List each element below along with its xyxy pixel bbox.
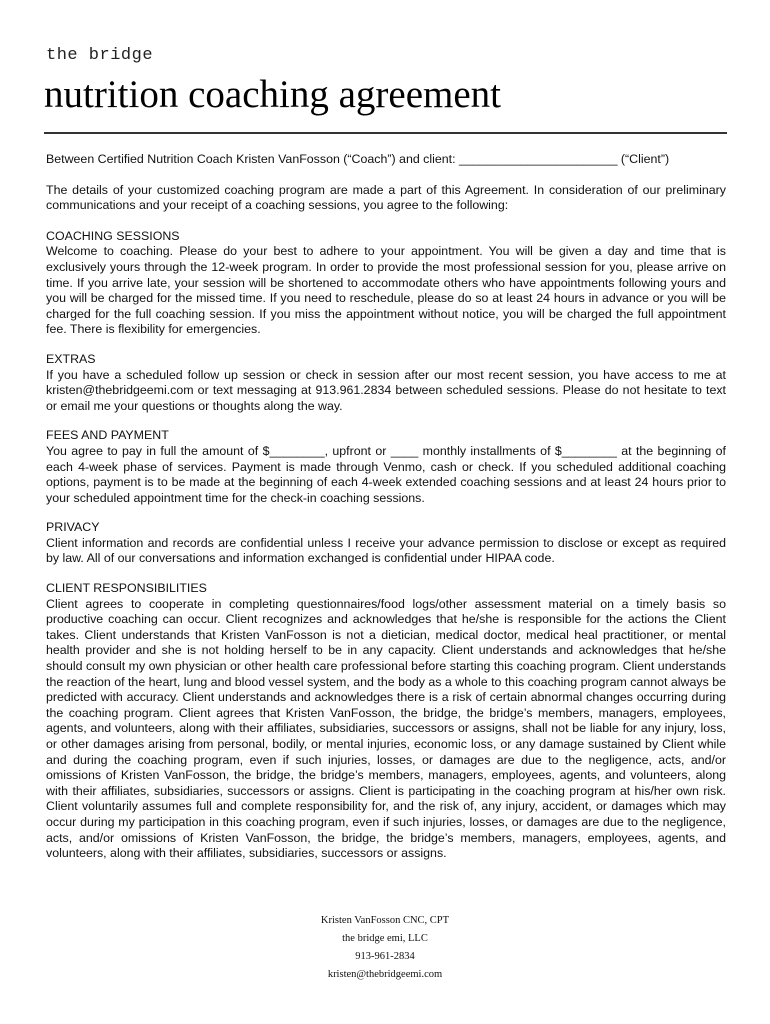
section-text: You agree to pay in full the amount of $________, upfront or ____ monthly installments of $________ at the beginning of each 4-week phase of services. Payment is made through Venmo, cash or check. If you scheduled additional coaching options, payment is to be made at the beginning of each 4-week extended coaching sessions and at least 24 hours prior to your scheduled appointment time for the check-in coaching sessions. — [46, 443, 726, 505]
section-text: If you have a scheduled follow up session or check in session after our most recent session, you have access to me at kristen@thebridgeemi.com or text messaging at 913.961.2834 between scheduled sessions. Please do not hesitate to text or email me your questions or thoughts along the way. — [46, 367, 726, 413]
section-text: Welcome to coaching. Please do your best to adhere to your appointment. You will be given a day and time that is exclusively yours through the 12-week program. In order to provide the most professional session for you, please arrive on time. If you arrive late, your session will be shortened to accommodate others who have appointments following yours and you will be charged for the missed time. If you need to reschedule, please do so at least 24 hours in advance or you will be charged for the full coaching session. If you miss the appointment without notice, you will be charged the full appointment fee. There is flexibility for emergencies. — [46, 244, 726, 337]
contact-footer — [0, 912, 770, 984]
agreement-body — [46, 152, 726, 876]
title-divider — [44, 132, 727, 134]
section-extras — [46, 352, 726, 414]
section-privacy — [46, 520, 726, 567]
brand-name: the bridge — [46, 46, 154, 65]
parties-line: Between Certified Nutrition Coach Kristen VanFosson (“Coach”) and client: _______________________ (“Client”) — [46, 152, 670, 166]
section-text: Client agrees to cooperate in completing questionnaires/food logs/other assessment material on a timely basis so productive coaching can occur. Client recognizes and acknowledges that he/she is responsible for the actions the Client takes. Client understands that Kristen VanFosson is not a dietician, medical doctor, medical heal practitioner, or mental health provider and she is not holding herself to be in any capacity. Client understands and acknowledges that he/she should consult my own physician or other health care professional before starting this coaching program. Client understands the reaction of the heart, lung and blood vessel system, and the body as a whole to this coaching program cannot always be predicted with accuracy. Client understands and acknowledges there is a risk of certain abnormal changes occurring during the coaching program. Client agrees that Kristen VanFosson, the bridge, the bridge’s members, managers, employees, agents, and volunteers, along with their affiliates, subsidiaries, successors or assigns, shall not be liable for any injury, loss, or other damages arising from personal, bodily, or mental injuries, economic loss, or any damage sustained by Client while and during the coaching program, even if such injuries, losses, or damages are due to the negligence, acts, and/or omissions of Kristen VanFosson, the bridge, the bridge’s members, managers, employees, agents, and volunteers, along with their affiliates, subsidiaries, successors or assigns. Client is participating in the coaching program at his/her own risk. Client voluntarily assumes full and complete responsibility for, and the risk of, any injury, accident, or damages which may occur during my participation in this coaching program, even if such injuries, losses, or damages are due to the negligence, acts, and/or omissions of Kristen VanFosson, the bridge, the bridge’s members, managers, employees, agents, and volunteers, along with their affiliates, subsidiaries, successors or assigns. — [46, 596, 726, 861]
section-heading: CLIENT RESPONSIBILITIES — [46, 581, 207, 596]
footer-email: kristen@thebridgeemi.com — [327, 969, 443, 980]
section-heading: COACHING SESSIONS — [46, 228, 180, 243]
section-coaching-sessions — [46, 229, 726, 338]
intro-paragraph: The details of your customized coaching program are made a part of this Agreement. In consideration of our preliminary communications and your receipt of a coaching sessions, you agree to the following: — [46, 182, 726, 213]
section-fees-and-payment — [46, 428, 726, 506]
section-heading: PRIVACY — [46, 520, 100, 535]
section-heading: EXTRAS — [46, 351, 96, 366]
footer-company: the bridge emi, LLC — [342, 933, 428, 944]
section-heading: FEES AND PAYMENT — [46, 428, 169, 443]
page-title: nutrition coaching agreement — [44, 73, 501, 116]
footer-phone: 913-961-2834 — [355, 951, 415, 962]
section-client-responsibilities — [46, 581, 726, 862]
section-text: Client information and records are confidential unless I receive your advance permission to disclose or except as required by law. All of our conversations and information exchanged is confidential under HIPAA code. — [46, 535, 726, 566]
footer-name: Kristen VanFosson CNC, CPT — [320, 915, 450, 926]
